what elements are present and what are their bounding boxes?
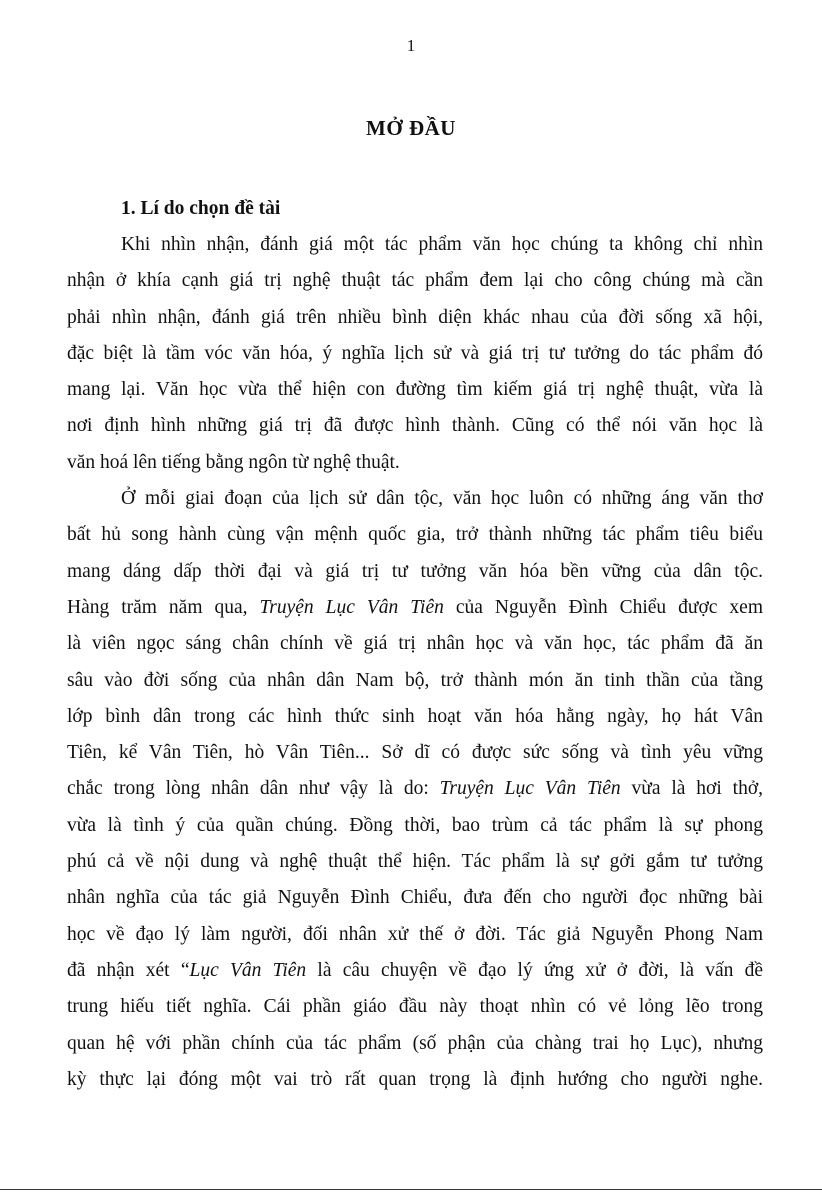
page-bottom-edge <box>0 1189 822 1190</box>
italic-title: Lục Vân Tiên <box>189 959 307 981</box>
text-line: sâu vào đời sống của nhân dân Nam bộ, trở thành món ăn tinh thần của tầng <box>67 669 763 691</box>
text-line: mang lại. Văn học vừa thể hiện con đường tìm kiếm giá trị nghệ thuật, vừa là <box>67 379 763 401</box>
text-line: nhân nghĩa của tác giả Nguyễn Đình Chiểu, đưa đến cho người đọc những bài <box>67 887 763 909</box>
text-run: Hàng trăm năm qua, <box>67 596 260 618</box>
text-line: là viên ngọc sáng chân chính về giá trị nhân học và văn học, tác phẩm đã ăn <box>67 633 763 655</box>
page-number: 1 <box>406 36 416 55</box>
text-line: học về đạo lý làm người, đối nhân xử thế ở đời. Tác giả Nguyễn Phong Nam <box>67 923 763 945</box>
text-run: vừa là hơi thở, <box>620 778 763 800</box>
text-run: đã nhận xét “ <box>67 959 190 981</box>
page-heading: MỞ ĐẦU <box>366 116 456 140</box>
text-line: bất hủ song hành cùng vận mệnh quốc gia, trở thành những tác phẩm tiêu biểu <box>67 524 763 546</box>
text-run: là câu chuyện về đạo lý ứng xử ở đời, là vấn đề <box>306 959 763 981</box>
text-run: của Nguyễn Đình Chiểu được xem <box>443 596 763 618</box>
text-run: chắc trong lòng nhân dân như vậy là do: <box>67 778 440 800</box>
text-line: mang dáng dấp thời đại và giá trị tư tưởng văn hóa bền vững của dân tộc. <box>67 560 763 582</box>
text-line: văn hoá lên tiếng bằng ngôn từ nghệ thuật. <box>67 451 400 473</box>
text-line: lớp bình dân trong các hình thức sinh hoạt văn hóa hằng ngày, họ hát Vân <box>67 705 763 727</box>
italic-title: Truyện Lục Vân Tiên <box>259 596 444 618</box>
text-line <box>67 774 763 810</box>
text-line: Khi nhìn nhận, đánh giá một tác phẩm văn học chúng ta không chỉ nhìn <box>121 234 763 255</box>
text-line: phú cả về nội dung và nghệ thuật thể hiện. Tác phẩm là sự gởi gắm tư tưởng <box>67 851 763 873</box>
text-line <box>67 956 763 992</box>
text-line: nhận ở khía cạnh giá trị nghệ thuật tác phẩm đem lại cho công chúng mà cần <box>67 270 763 292</box>
italic-title: Truyện Lục Vân Tiên <box>439 778 621 800</box>
text-line: đặc biệt là tầm vóc văn hóa, ý nghĩa lịch sử và giá trị tư tưởng do tác phẩm đó <box>67 342 763 364</box>
body-text <box>67 230 763 1101</box>
section-title: 1. Lí do chọn đề tài <box>121 198 281 219</box>
text-line: nơi định hình những giá trị đã được hình thành. Cũng có thể nói văn học là <box>67 415 763 437</box>
text-line: trung hiếu tiết nghĩa. Cái phần giáo đầu này thoạt nhìn có vẻ lỏng lẽo trong <box>67 996 763 1018</box>
text-line <box>67 593 763 629</box>
text-line: vừa là tình ý của quần chúng. Đồng thời, bao trùm cả tác phẩm là sự phong <box>67 814 763 836</box>
text-line: Ở mỗi giai đoạn của lịch sử dân tộc, văn học luôn có những áng văn thơ <box>121 488 763 510</box>
text-line: Tiên, kể Vân Tiên, hò Vân Tiên... Sở dĩ có được sức sống và tình yêu vững <box>67 742 763 764</box>
text-line: kỳ thực lại đóng một vai trò rất quan trọng là định hướng cho người nghe. <box>67 1068 763 1090</box>
text-line: phải nhìn nhận, đánh giá trên nhiều bình diện khác nhau của đời sống xã hội, <box>67 306 763 328</box>
text-line: quan hệ với phần chính của tác phẩm (số phận của chàng trai họ Lục), nhưng <box>67 1032 763 1054</box>
